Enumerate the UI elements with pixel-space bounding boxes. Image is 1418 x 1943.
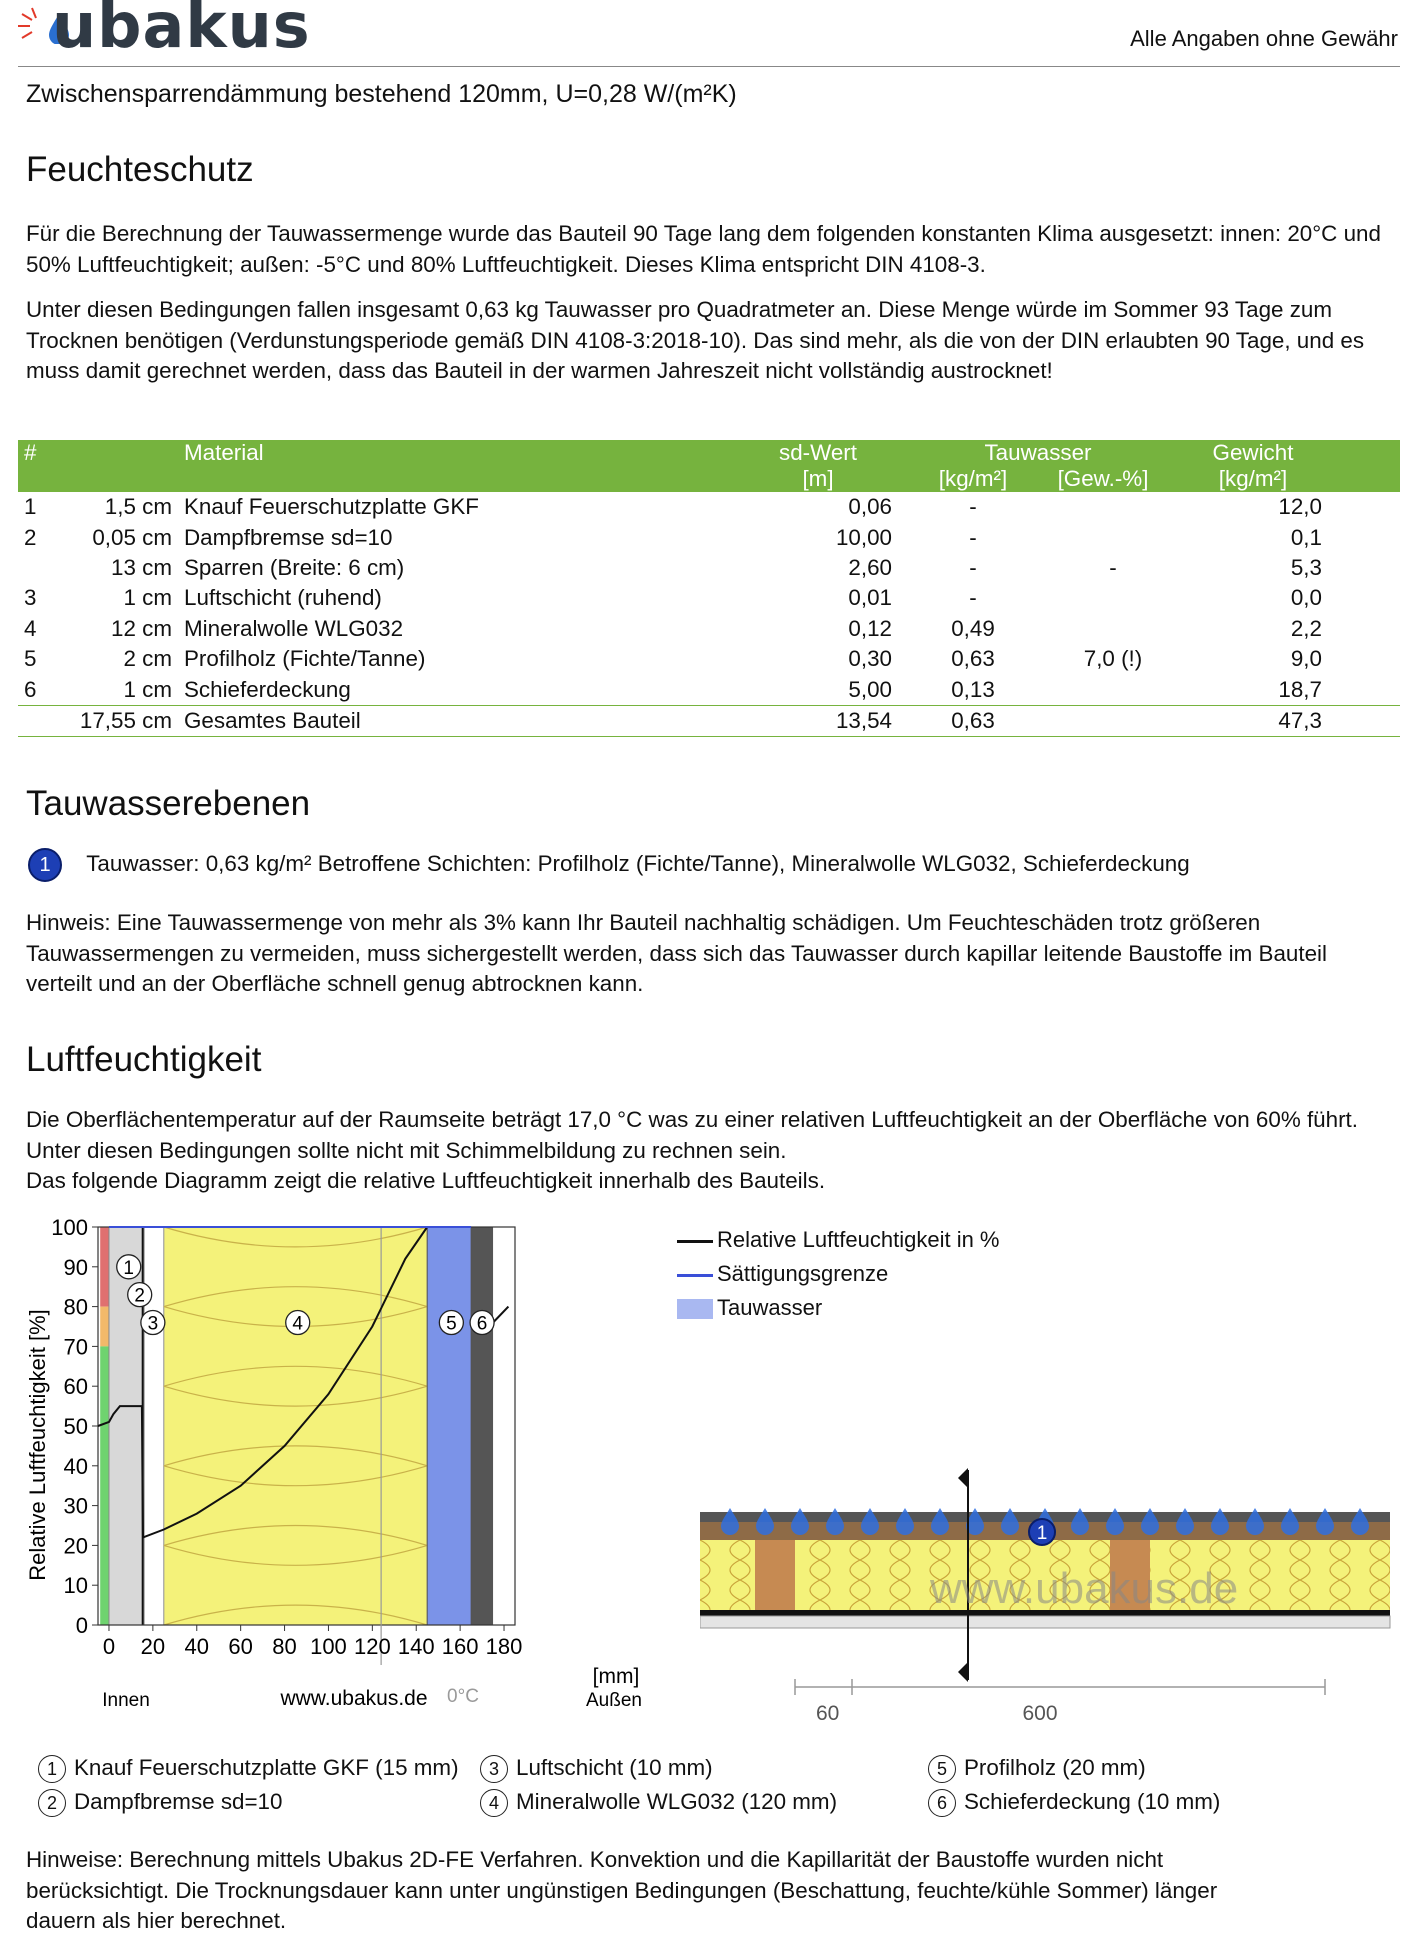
- table-row: 6 1 cm Schieferdeckung 5,00 0,13 18,7: [24, 676, 1322, 702]
- section-plane-badge: 1: [1036, 1523, 1048, 1544]
- section-title-feuchteschutz: Feuchteschutz: [26, 150, 254, 189]
- comfort-bar-green: [100, 1346, 109, 1625]
- condensation-hint: Hinweis: Eine Tauwassermenge von mehr als 3% kann Ihr Bauteil nachhaltig schädigen. Um Feuchteschäden trotz größeren Tauwassermengen zu vermeiden, muss sichergestellt werden, dass sich das Tauwasser durch kapillar leitende Baustoffe im Bauteil verteilt und an der Oberfläche schnell genug abtrocknen kann.: [26, 910, 1327, 996]
- layer-profilholz: [427, 1227, 471, 1625]
- humidity-paragraph: Die Oberflächentemperatur auf der Raumseite beträgt 17,0 °C was zu einer relativen Luftfeuchtigkeit an der Oberfläche von 60% führt. Unter diesen Bedingungen sollte nicht mit Schimmelbildung zu rechnen sein.: [26, 1107, 1358, 1163]
- layer-legend-item: 3 Luftschicht (10 mm): [480, 1755, 713, 1783]
- layer-number: 5: [446, 1313, 457, 1335]
- x-axis-unit: [mm]: [592, 1665, 640, 1688]
- layer-number: 6: [476, 1313, 488, 1335]
- cut-arrow-bottom-icon: [958, 1662, 968, 1682]
- sun-rays-icon: [16, 6, 50, 46]
- y-tick-label: 50: [63, 1414, 88, 1439]
- climate-paragraph: Für die Berechnung der Tauwassermenge wurde das Bauteil 90 Tage lang dem folgenden konstanten Klima ausgesetzt: innen: 20°C und 50% Luftfeuchtigkeit; außen: -5°C und 80% Luftfeuchtigkeit. Dieses Klima entspricht DIN 4108-3.: [26, 221, 1381, 277]
- chart-legend: [677, 1223, 1000, 1325]
- section-gkf: [700, 1616, 1390, 1628]
- y-tick-label: 60: [63, 1374, 88, 1400]
- y-tick-label: 0: [75, 1613, 88, 1638]
- x-tick-label: 80: [272, 1634, 297, 1659]
- layer-number: 4: [292, 1313, 304, 1335]
- layer-legend-item: 2 Dampfbremse sd=10: [38, 1789, 282, 1817]
- x-tick-label: 20: [140, 1634, 166, 1659]
- x-tick-label: 0: [102, 1634, 116, 1659]
- col-header-tauwasser: Tauwasser [kg/m²] [Gew.-%]: [938, 440, 1149, 491]
- legend-swatch-saturation: [677, 1274, 713, 1277]
- condensation-plane-line: [28, 848, 1190, 882]
- y-axis-label: Relative Luftfeuchtigkeit [%]: [25, 1309, 50, 1581]
- section-rafter-1: [755, 1540, 795, 1612]
- layer-legend-item: 1 Knauf Feuerschutzplatte GKF (15 mm): [38, 1755, 478, 1783]
- col-header-gewicht: Gewicht [kg/m²]: [1212, 440, 1294, 491]
- dimension-right: 600: [1022, 1702, 1058, 1725]
- x-tick-label: 100: [310, 1634, 347, 1659]
- table-row: 3 1 cm Luftschicht (ruhend) 0,01 - 0,0: [24, 585, 1322, 611]
- y-tick-label: 20: [63, 1533, 88, 1559]
- condensation-plane-badge: 1: [28, 848, 62, 882]
- construction-subtitle: Zwischensparrendämmung bestehend 120mm, U=0,28 W/(m²K): [26, 80, 737, 108]
- layer-legend-item: 4 Mineralwolle WLG032 (120 mm): [480, 1789, 837, 1817]
- legend-saturation: Sättigungsgrenze: [677, 1257, 1000, 1291]
- section-watermark: www.ubakus.de: [930, 1564, 1239, 1613]
- legend-swatch-humidity: [677, 1240, 713, 1243]
- x-right-label: Außen: [586, 1690, 642, 1711]
- section-title-tauwasserebenen: Tauwasserebenen: [26, 784, 311, 823]
- dimension-left: 60: [816, 1702, 840, 1725]
- y-tick-label: 100: [51, 1215, 88, 1240]
- layer-number: 3: [147, 1313, 159, 1335]
- table-row: 13 cm Sparren (Breite: 6 cm) 2,60 - - 5,3: [111, 554, 1322, 580]
- section-title-luftfeuchtigkeit: Luftfeuchtigkeit: [26, 1040, 262, 1079]
- legend-swatch-tauwasser: [677, 1299, 713, 1319]
- condensate-paragraph: Unter diesen Bedingungen fallen insgesamt 0,63 kg Tauwasser pro Quadratmeter an. Diese Menge würde im Sommer 93 Tage zum Trocknen benötigen (Verdunstungsperiode gemäß DIN 4108-3:2018-10). Das sind mehr, als die von der DIN erlaubten 90 Tage, und es muss damit gerechnet werden, dass das Bauteil in der warmen Jahreszeit nicht vollständig austrocknet!: [26, 297, 1365, 383]
- table-body: [18, 492, 1400, 737]
- cross-section-drawing: [700, 1460, 1400, 1730]
- x-tick-label: 140: [397, 1634, 435, 1659]
- y-tick-label: 90: [63, 1254, 88, 1280]
- x-tick-label: 40: [184, 1634, 210, 1659]
- y-tick-label: 10: [63, 1573, 88, 1599]
- cut-arrow-top-icon: [958, 1468, 968, 1488]
- humidity-chart: [20, 1215, 680, 1735]
- x-tick-label: 120: [353, 1634, 391, 1659]
- x-tick-label: 160: [441, 1634, 479, 1659]
- x-tick-label: 60: [228, 1634, 253, 1659]
- disclaimer: Alle Angaben ohne Gewähr: [1130, 26, 1398, 51]
- chart-layers: [100, 1227, 493, 1625]
- layer-legend-item: 5 Profilholz (20 mm): [928, 1755, 1146, 1783]
- table-row: 4 12 cm Mineralwolle WLG032 0,12 0,49 2,2: [24, 615, 1322, 641]
- logo-text: ubakus: [52, 0, 311, 62]
- col-header-sd: sd-Wert [m]: [779, 440, 857, 491]
- table-total-row: 17,55 cm Gesamtes Bauteil 13,54 0,63 47,3: [18, 705, 1400, 736]
- chart-watermark: www.ubakus.de: [280, 1687, 428, 1710]
- legend-humidity: Relative Luftfeuchtigkeit in %: [677, 1223, 1000, 1257]
- table-row: 5 2 cm Profilholz (Fichte/Tanne) 0,30 0,63 7,0 (!) 9,0: [24, 646, 1322, 672]
- y-tick-label: 70: [63, 1334, 88, 1360]
- col-header-num: #: [24, 440, 37, 465]
- x-left-label: Innen: [102, 1690, 150, 1711]
- layer-slate: [471, 1227, 493, 1625]
- header-divider: [18, 66, 1400, 67]
- zero-degree-label: 0°C: [447, 1686, 479, 1707]
- layer-number: 2: [134, 1285, 145, 1307]
- condensation-plane-text: Tauwasser: 0,63 kg/m² Betroffene Schichten: Profilholz (Fichte/Tanne), Mineralwolle WLG032, Schieferdeckung: [86, 851, 1190, 876]
- y-tick-label: 80: [63, 1294, 88, 1320]
- col-header-material: Material: [184, 440, 264, 465]
- layer-legend-item: 6 Schieferdeckung (10 mm): [928, 1789, 1220, 1817]
- comfort-bar-red: [100, 1227, 109, 1307]
- y-tick-label: 30: [63, 1493, 88, 1519]
- table-header-row: [18, 440, 1400, 492]
- table-row: 2 0,05 cm Dampfbremse sd=10 10,00 - 0,1: [24, 524, 1322, 550]
- table-row: 1 1,5 cm Knauf Feuerschutzplatte GKF 0,06 - 12,0: [24, 494, 1322, 520]
- material-table: [18, 440, 1400, 737]
- legend-tauwasser: Tauwasser: [677, 1291, 1000, 1325]
- x-tick-label: 180: [485, 1634, 523, 1659]
- y-tick-label: 40: [63, 1453, 88, 1479]
- humidity-paragraph-2: Das folgende Diagramm zeigt die relative Luftfeuchtigkeit innerhalb des Bauteils.: [26, 1168, 826, 1193]
- layer-number: 1: [123, 1257, 135, 1279]
- series-line: [493, 1307, 508, 1323]
- comfort-bar-orange: [100, 1307, 109, 1347]
- footer-hint: Hinweise: Berechnung mittels Ubakus 2D-FE Verfahren. Konvektion und die Kapillarität der Baustoffe wurden nicht berücksichtigt. Die Trocknungsdauer kann unter ungünstigen Bedingungen (Beschattung, feuchte/kühle Sommer) länger dauern als hier berechnet.: [26, 1847, 1218, 1933]
